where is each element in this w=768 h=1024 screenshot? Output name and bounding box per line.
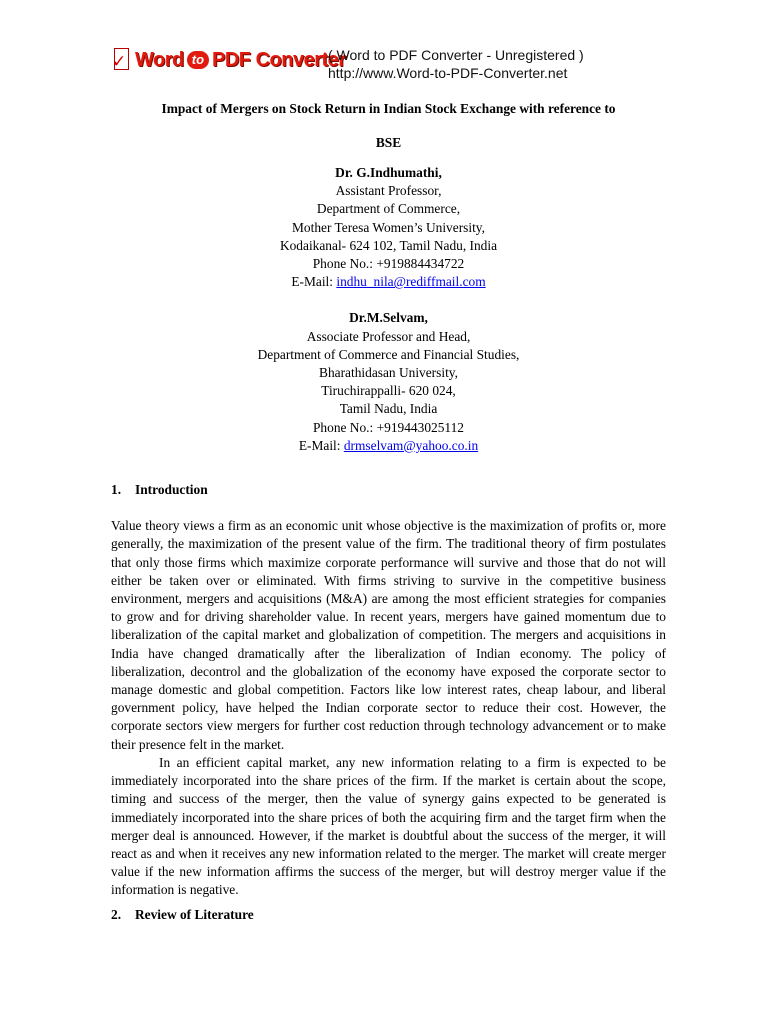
author-name: Dr.M.Selvam,: [349, 310, 428, 326]
email-label: E-Mail:: [291, 274, 337, 290]
section-number: 2.: [111, 906, 122, 922]
paper-title-line-1: Impact of Mergers on Stock Return in Indian Stock Exchange with reference to: [161, 101, 616, 116]
converter-logo: [112, 44, 346, 76]
email-link[interactable]: drmselvam@yahoo.co.in: [343, 437, 479, 453]
body-paragraph: Value theory views a firm as an economic unit whose objective is the maximization of profits or, more generally, the maximization of the present value of the firm. The traditional theory of firm postulates that only those firms which maximize corporate performance will survive and those that do not will either be taken over or eliminated. With firms striving to survive in the competitive business environment, mergers and acquisitions (M&A) are among the most efficient strategies for companies to grow and for driving shareholder value. In recent years, mergers have gained momentum due to liberalization of the capital market and globalization of competition. The mergers and acquisitions in India have changed dramatically after the liberalization of Indian economy. The policy of liberalization, decontrol and the globalization of the economy have exposed the corporate sector to manage domestic and global competition. Factors like low interest rates, cheap labour, and liberal government policy, have helped the Indian corporate sector to reduce their cost. However, the corporate sectors view mergers for further cost reduction through technology advancement or to make their presence felt in the market.: [111, 518, 666, 752]
author-block-2: [111, 309, 666, 455]
unregistered-notice: [328, 46, 584, 82]
author-affiliation-line: Tamil Nadu, India: [339, 401, 438, 417]
section-heading-introduction: [111, 481, 666, 499]
author-affiliation-line: Kodaikanal- 624 102, Tamil Nadu, India: [279, 237, 498, 253]
author-affiliation-line: Department of Commerce and Financial Studies,: [257, 346, 520, 362]
email-link[interactable]: indhu_nila@rediffmail.com: [336, 274, 486, 290]
author-email-line: [111, 273, 666, 291]
author-block-1: [111, 164, 666, 291]
logo-to-badge: to: [187, 51, 209, 69]
converter-watermark: [112, 44, 652, 84]
body-paragraph: In an efficient capital market, any new information relating to a firm is expected to be immediately incorporated into the share prices of the firm. If the market is certain about the scope, timing and success of the merger, then the value of synergy gains expected to be generated is immediately incorporated into the share prices of both the acquiring firm and the target firm when the merger deal is announced. However, if the market is doubtful about the success of the merger, it will react as and when it receives any new information related to the merger. The market will create merger value if the new information affirms the success of the merger, but will destroy merger value if the information is negative.: [111, 754, 666, 898]
author-name: Dr. G.Indhumathi,: [335, 165, 442, 180]
section-heading-review: [111, 906, 666, 924]
unregistered-label: ( Word to PDF Converter - Unregistered ): [328, 47, 584, 63]
email-label: E-Mail:: [298, 437, 344, 453]
author-affiliation-line: Assistant Professor,: [335, 183, 442, 199]
logo-pdf-text: PDF Converter: [212, 48, 346, 71]
pdf-file-icon: ✓: [112, 48, 132, 72]
author-affiliation-line: Tiruchirappalli- 620 024,: [321, 383, 456, 399]
section-title: Review of Literature: [135, 906, 254, 922]
author-affiliation-line: Department of Commerce,: [316, 201, 461, 217]
author-phone: Phone No.: +919884434722: [312, 256, 465, 272]
paper-title: [111, 92, 666, 160]
paper-title-line-2: BSE: [375, 135, 402, 150]
author-email-line: [111, 437, 666, 455]
author-affiliation-line: Associate Professor and Head,: [306, 328, 471, 344]
author-phone: Phone No.: +919443025112: [312, 419, 464, 435]
author-affiliation-line: Mother Teresa Women’s University,: [292, 219, 485, 235]
section-number: 1.: [111, 482, 122, 498]
converter-url[interactable]: http://www.Word-to-PDF-Converter.net: [328, 65, 568, 81]
logo-word-text: Word: [135, 48, 184, 71]
document-page: [111, 92, 666, 942]
author-affiliation-line: Bharathidasan University,: [319, 365, 458, 381]
section-title: Introduction: [135, 482, 208, 498]
